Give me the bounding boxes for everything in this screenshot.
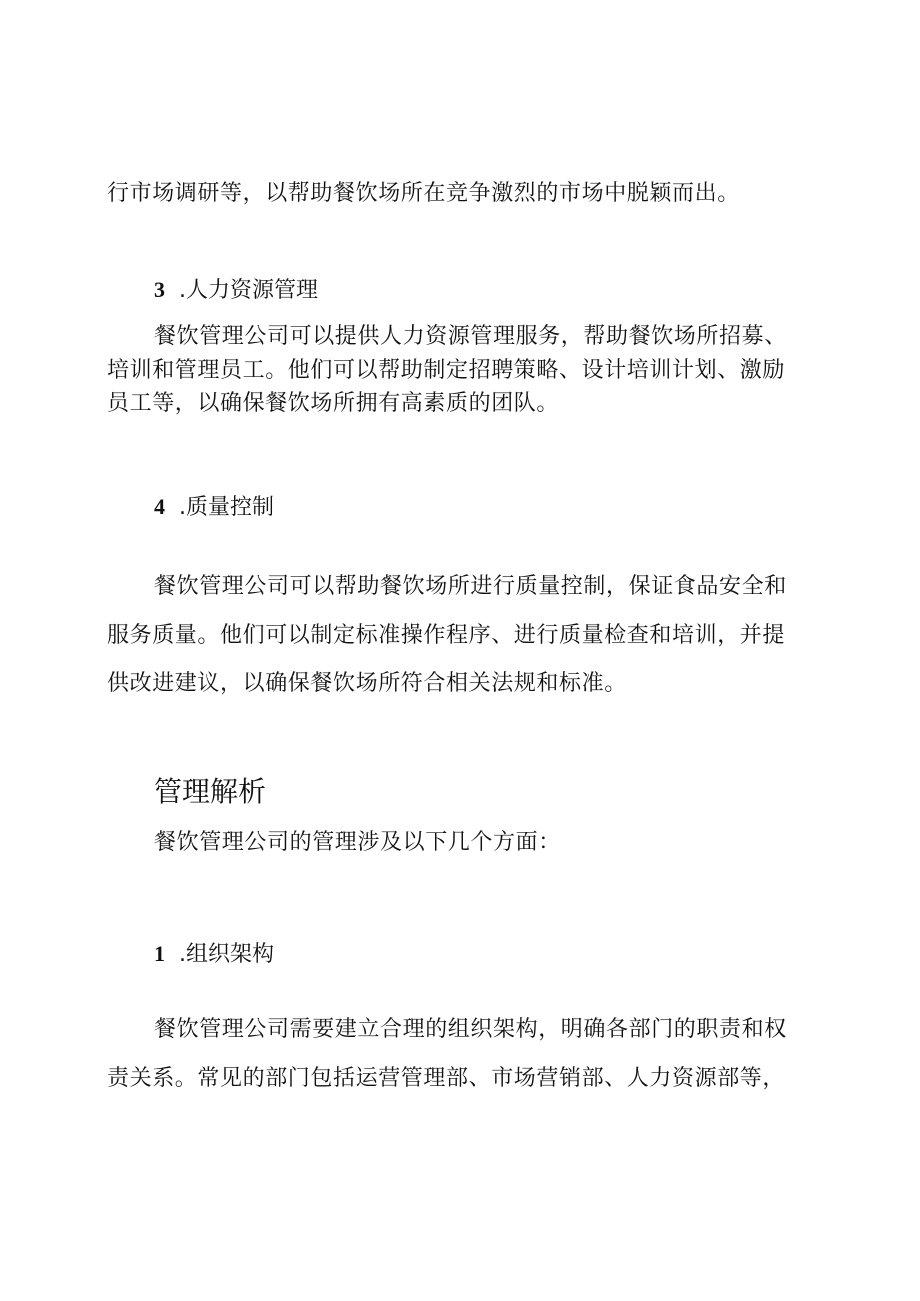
paragraph-line: 餐饮管理公司的管理涉及以下几个方面： xyxy=(154,830,561,855)
paragraph-line: 餐饮管理公司可以帮助餐饮场所进行质量控制，保证食品安全和 xyxy=(154,574,787,599)
paragraph-line: 供改进建议，以确保餐饮场所符合相关法规和标准。 xyxy=(107,671,627,696)
section-heading-quality xyxy=(154,492,274,523)
section-title: .质量控制 xyxy=(179,495,274,520)
paragraph-line: 培训和管理员工。他们可以帮助制定招聘策略、设计培训计划、激励 xyxy=(107,358,786,383)
paragraph-line: 餐饮管理公司可以提供人力资源管理服务，帮助餐饮场所招募、 xyxy=(154,324,787,349)
paragraph-line: 责关系。常见的部门包括运营管理部、市场营销部、人力资源部等， xyxy=(107,1066,786,1091)
paragraph-line: 餐饮管理公司需要建立合理的组织架构，明确各部门的职责和权 xyxy=(154,1017,787,1042)
section-number: 1 xyxy=(154,941,165,966)
section-title: .人力资源管理 xyxy=(179,278,318,303)
paragraph-line: 行市场调研等，以帮助餐饮场所在竞争激烈的市场中脱颖而出。 xyxy=(107,181,740,206)
section-number: 4 xyxy=(154,494,165,519)
section-title: .组织架构 xyxy=(179,942,274,967)
paragraph-line: 员工等，以确保餐饮场所拥有高素质的团队。 xyxy=(107,391,560,416)
section-heading-org xyxy=(154,939,274,970)
section-heading-hr xyxy=(154,275,318,306)
analysis-title: 管理解析 xyxy=(154,775,267,808)
section-number: 3 xyxy=(154,277,165,302)
paragraph-line: 服务质量。他们可以制定标准操作程序、进行质量检查和培训，并提 xyxy=(107,623,786,648)
